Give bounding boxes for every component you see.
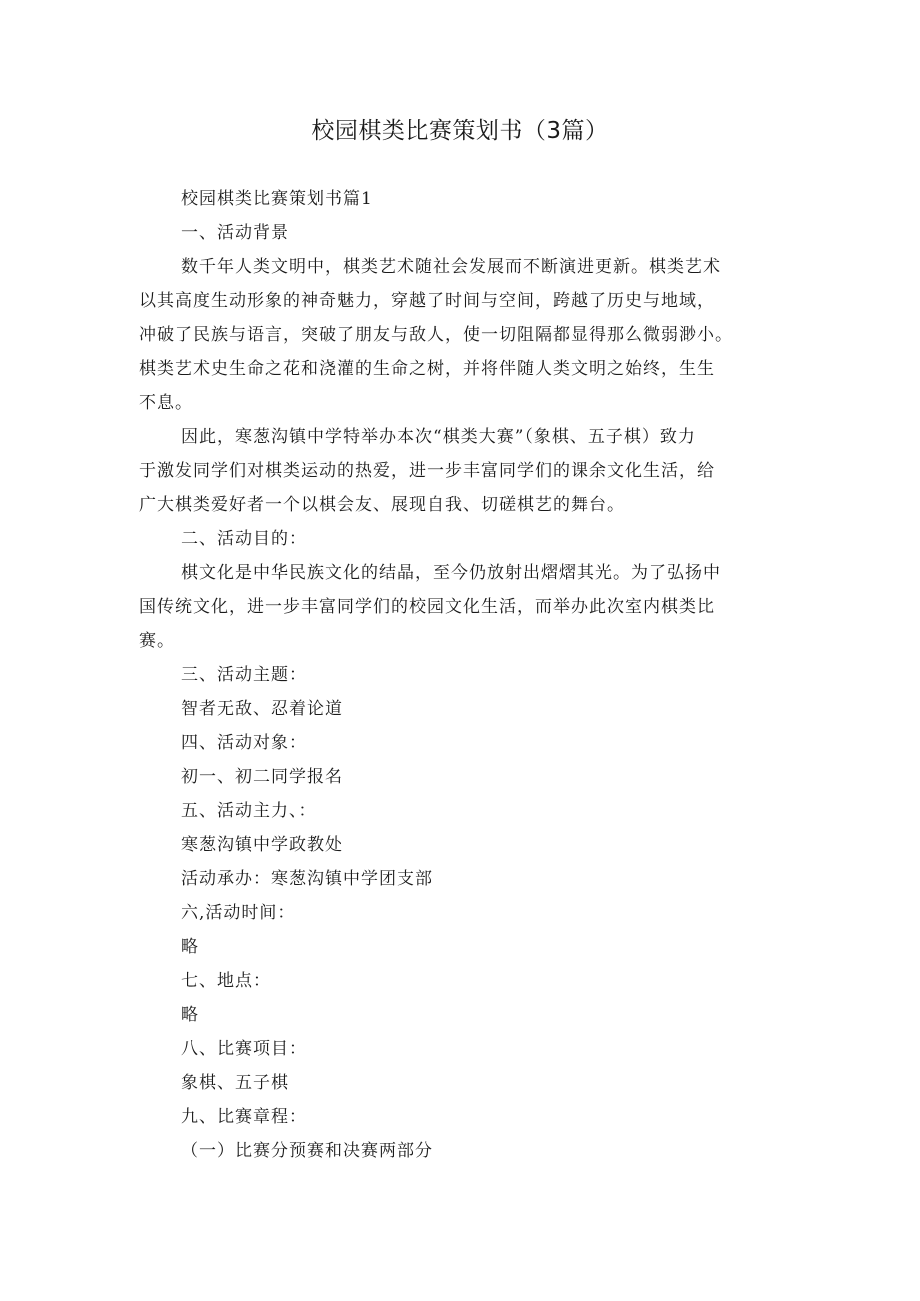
paragraph-line: 寒葱沟镇中学政教处	[181, 835, 343, 855]
paragraph-line: 五、活动主力、：	[181, 801, 317, 821]
paragraph-line: 略	[181, 1005, 199, 1025]
paragraph-line: 棋类艺术史生命之花和浇灌的生命之树，并将伴随人类文明之始终，生生	[139, 359, 715, 379]
paragraph-line: 棋文化是中华民族文化的结晶，至今仍放射出熠熠其光。为了弘扬中	[181, 563, 721, 583]
paragraph-line: 二、活动目的：	[181, 529, 307, 549]
paragraph-line: 因此，寒葱沟镇中学特举办本次“棋类大赛”（象棋、五子棋）致力	[181, 427, 696, 447]
paragraph-line: 广大棋类爱好者一个以棋会友、展现自我、切磋棋艺的舞台。	[139, 495, 625, 515]
paragraph-line: 略	[181, 937, 199, 957]
paragraph-line: 以其高度生动形象的神奇魅力，穿越了时间与空间，跨越了历史与地域，	[139, 291, 715, 311]
paragraph-line: 赛。	[139, 631, 175, 651]
paragraph-line: 智者无敌、忍着论道	[181, 699, 343, 719]
paragraph-line: 八、比赛项目：	[181, 1039, 307, 1059]
paragraph-line: 数千年人类文明中，棋类艺术随社会发展而不断演进更新。棋类艺术	[181, 257, 721, 277]
paragraph-line: 七、地点：	[181, 971, 271, 991]
paragraph-line: 于激发同学们对棋类运动的热爱，进一步丰富同学们的课余文化生活，给	[139, 461, 715, 481]
document-body	[139, 182, 789, 1168]
paragraph-line: 九、比赛章程：	[181, 1107, 307, 1127]
paragraph-line: 六,活动时间：	[181, 903, 296, 923]
paragraph-line: 四、活动对象：	[181, 733, 307, 753]
paragraph-line: 不息。	[139, 393, 193, 413]
paragraph-line: 冲破了民族与语言，突破了朋友与敌人，使一切阻隔都显得那么微弱渺小。	[139, 325, 733, 345]
paragraph-line: 初一、初二同学报名	[181, 767, 343, 787]
paragraph-line: 活动承办：寒葱沟镇中学团支部	[181, 869, 433, 889]
paragraph-line: 三、活动主题：	[181, 665, 307, 685]
paragraph-line: （一）比赛分预赛和决赛两部分	[181, 1141, 433, 1161]
paragraph-line: 校园棋类比赛策划书篇1	[181, 189, 373, 209]
paragraph-line: 象棋、五子棋	[181, 1073, 289, 1093]
document-title: 校园棋类比赛策划书（3篇）	[311, 118, 609, 144]
paragraph-line: 一、活动背景	[181, 223, 289, 243]
paragraph-line: 国传统文化，进一步丰富同学们的校园文化生活，而举办此次室内棋类比	[139, 597, 715, 617]
